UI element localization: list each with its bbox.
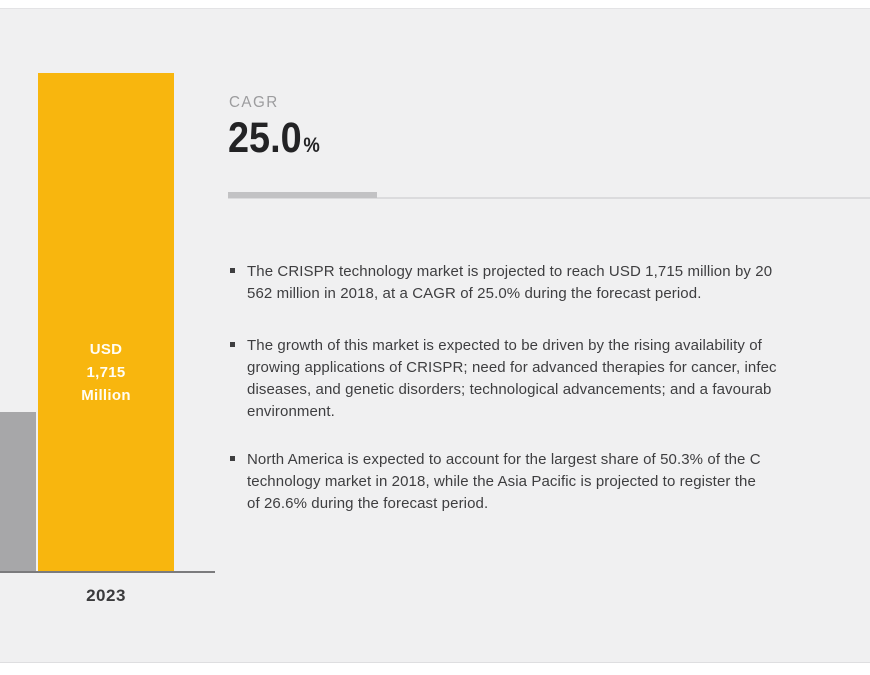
bullet-line: North America is expected to account for the largest share of 50.3% of the C bbox=[247, 451, 761, 468]
bullet-line: The growth of this market is expected to be driven by the rising availability of bbox=[247, 337, 762, 354]
square-bullet-icon bbox=[230, 342, 235, 347]
bullet-text bbox=[247, 449, 870, 515]
bullet-line: The CRISPR technology market is projected to reach USD 1,715 million by 20 bbox=[247, 263, 773, 280]
bullet-line: technology market in 2018, while the Asia Pacific is projected to register the bbox=[247, 473, 756, 490]
x-axis-label-2023: 2023 bbox=[86, 586, 126, 605]
x-axis-line bbox=[0, 571, 215, 573]
bar-value-line-usd: USD bbox=[89, 341, 123, 358]
bullet-line: growing applications of CRISPR; need for advanced therapies for cancer, infec bbox=[247, 359, 777, 376]
bar-value-line-amount: 1,715 bbox=[86, 364, 126, 381]
bar-2018-partial bbox=[0, 412, 36, 571]
bullet-text bbox=[247, 335, 870, 423]
divider-rule-fill bbox=[228, 192, 377, 198]
bullet-line: of 26.6% during the forecast period. bbox=[247, 495, 489, 512]
bar-2023 bbox=[38, 73, 174, 571]
cagr-value bbox=[228, 115, 320, 169]
bullet-item-market-projection bbox=[230, 261, 870, 305]
bullet-line: 562 million in 2018, at a CAGR of 25.0% during the forecast period. bbox=[247, 285, 702, 302]
bullet-item-growth-drivers bbox=[230, 335, 870, 423]
bullet-line: environment. bbox=[247, 403, 335, 420]
cagr-number: 25.0 bbox=[228, 114, 302, 162]
cagr-percent-sign: % bbox=[303, 134, 320, 157]
bullet-text bbox=[247, 261, 870, 305]
bullet-item-regional-share bbox=[230, 449, 870, 515]
cagr-label: CAGR bbox=[229, 94, 279, 111]
bar-2023-value-label bbox=[38, 338, 174, 407]
bullet-line: diseases, and genetic disorders; technological advancements; and a favourab bbox=[247, 381, 772, 398]
square-bullet-icon bbox=[230, 268, 235, 273]
bar-value-line-million: Million bbox=[81, 387, 131, 404]
square-bullet-icon bbox=[230, 456, 235, 461]
